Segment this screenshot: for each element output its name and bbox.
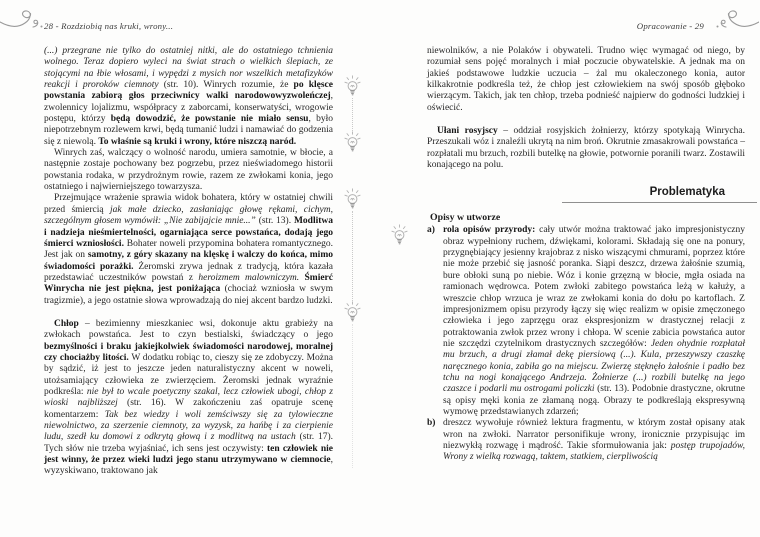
- text-run: ten człowiek nie jest winny, że przez wieki ludzi jego stanu utrzymywano w ciemnocie: [44, 443, 333, 466]
- dotted-connector: [352, 211, 353, 301]
- text-run: (str. 16). W zakończeniu zaś opatruje scenę komentarzem:: [44, 398, 333, 420]
- text-run: (str. 13). Podobnie drastyczne, okrutne są opisy męki konia ze złamaną nogą. Obrazy te podkreślają ekspresywną wymowę przedstawianych zdarzeń;: [443, 384, 745, 417]
- text-run: niewolników, a nie Polaków i obywateli. Trudno więc wymagać od niego, by rozumiał sens pojęć moralnych i miał poczucie obywatelskie. A jednak ma on jakieś podstawowe ludzkie uczucia – żal mu okaleczonego konia, autor kilkakrotnie podkreśla też, że chłop jest człowiekiem na swój sposób głęboko wierzącym. Takich, jak ten chłop, trzeba podnieść najpierw do godności ludzkiej i oświecić.: [427, 46, 745, 113]
- paragraph: [427, 126, 745, 171]
- text-run: postęp trupojadów, Wrony z wielką rozwagą, taktem, statkiem, cierpliwością: [443, 440, 745, 463]
- paragraph: [44, 148, 333, 193]
- text-run: Bohater noweli przypomina bohatera romantycznego. Jest jak on: [44, 238, 333, 261]
- text-run: jak małe dziecko, zasłaniając głowę rękami, cichym, szczególnym głosem wymówił: „Nie zabijajcie mnie...”: [44, 204, 334, 227]
- dotted-connector: [352, 324, 353, 468]
- list-item-text: [443, 225, 745, 418]
- text-run: Śmierć Winrycha nie jest piękna, jest poniżająca: [44, 272, 333, 295]
- lightbulb-icon: [391, 224, 408, 247]
- list-item-label: a): [427, 225, 435, 236]
- list-item: [427, 418, 745, 463]
- lightbulb-icon: [344, 131, 361, 154]
- paragraph: [44, 319, 333, 478]
- text-run: po klęsce powstania zabiorą głos przeciwnicy walki narodowowyzwoleńczej: [44, 80, 333, 102]
- text-run: To właśnie są kruki i wrony, które niszczą naród.: [98, 136, 297, 147]
- text-run: będą dowodzić, że powstanie nie miało sensu: [110, 114, 309, 125]
- text-run: (str. 10). Winrych rozumie, że: [163, 80, 294, 91]
- text-run: Winrych zaś, walczący o wolność narodu, umiera samotnie, w błocie, a następnie zostaje pochowany bez pogrzebu, przez nieświadomego historii powstania rodaka, w przydrożnym rowie, razem ze zwłokami konia, jego ostatniego i najwierniejszego towarzysza.: [44, 148, 333, 193]
- text-run: bezmyślności i braku jakiejkolwiek świadomości narodowej, moralnej czy chociażby litości.: [44, 341, 333, 363]
- section-heading-problematyka: Problematyka: [649, 186, 725, 199]
- text-run: Modlitwa i nadzieja nieśmiertelności, ogarniająca serce powstańca, dodają jego śmierci wzniosłości.: [44, 216, 333, 249]
- text-run: (...) przegrane nie tylko do ostatniej nitki, ale do ostatniego tchnienia wolnego. Teraz dopiero wyleci na świat strach o wielkich ślepiach, ze stojącymi na łbie włosami, i wypędzi z mysich nor wszelkich metafizyków reakcji i proroków ciemnoty: [44, 46, 333, 91]
- text-run: Chłop: [54, 318, 79, 329]
- left-page-text-block: [44, 46, 333, 478]
- text-run: Żeromski zrywa jednak z tradycją, która kazała przedstawiać uczestników powstań z: [44, 261, 333, 283]
- lightbulb-icon: [344, 301, 361, 324]
- text-run: Tak bez wiedzy i woli zemściwszy się za tylowieczne niewolnictwo, za szerzenie ciemnoty, za wyzysk, za hańbę i za cierpienie ludu, szedł ku domowi z odkrytą głową i z modlitwą na ustach: [44, 409, 334, 443]
- text-run: Ułani rosyjscy: [437, 126, 498, 137]
- text-run: cały utwór można traktować jako impresjonistyczny obraz wypełniony ruchem, dźwiękami, kolorami. Składają się one na ponury, przygnębiający jesienny krajobraz z nisko wiszącymi chmurami, poprzez które nie może przebić się jasność poranka. Siąpi deszcz, drzewa żałośnie szumią, bure obłoki suną po niebie. Wóz i konie grzęzną w błocie, mgła osiada na ramionach wędrowca. Potem zwłoki zabitego powstańca leżą w kałuży, a wreszcie chłop wrzuca je wraz ze zwłokami konia do dołu po kartoflach. Z impresjonizmem opisu przyrody łączy się więc realizm w opisie zmęczonego człowieka i jego zaprzęgu oraz ekspresjonizm w drastycznej relacji z potraktowania zwłok przez wrony i chłopa. W scenie zabicia powstańca autor nie szczędzi czytelnikom drastycznych szczegółów:: [443, 225, 745, 349]
- text-run: nie był to wcale poetyczny szakal, lecz człowiek ubogi, chłop z wioski najbliższej: [44, 386, 333, 409]
- lightbulb-icon: [344, 188, 361, 211]
- left-page-running-head: 28 - Rozdziobią nas kruki, wrony...: [44, 21, 174, 31]
- text-run: , wyzyskiwano, traktowano jak: [44, 455, 333, 477]
- text-run: – oddział rosyjskich żołnierzy, którzy spotykają Winrycha. Przeszukali wóz i znaleźli ukrytą na nim broń. Okrutnie zmasakrowali powstańca – rozpłatali mu brzuch, rozbili butelkę na głowie, potwornie poranili twarz. Zostawili konającego na polu.: [427, 126, 745, 171]
- lightbulb-icon: [344, 75, 361, 98]
- flourish-right-icon: [713, 9, 759, 35]
- right-page-paragraphs: [427, 46, 745, 171]
- section-heading-rule: [562, 202, 757, 203]
- subsection-heading: Opisy w utworze: [430, 212, 501, 224]
- text-run: W dodatku robiąc to, cieszy się ze zdobyczy. Można by sądzić, iż jest to jeszcze jeden naturalistyczny akcent w noweli, utożsamiający człowieka ze zwierzęciem. Żeromski jednak wyraźnie podkreśla:: [44, 352, 333, 397]
- text-run: samotny, z góry skazany na klęskę i walczy do końca, mimo świadomości porażki.: [44, 250, 333, 272]
- text-run: heroizmem malowniczym.: [198, 272, 300, 283]
- paragraph: [44, 193, 333, 306]
- text-run: , było niepotrzebnym rozlewem krwi, będą tumanić ludzi i namawiać do godzenia się z niewolą.: [44, 114, 333, 147]
- list-item: [427, 225, 745, 418]
- text-run: (str. 13).: [258, 216, 294, 227]
- flourish-left-icon: [0, 9, 46, 35]
- text-run: (chociaż wzniosła w swym tragizmie), a jego ostatnie słowa wprowadzają do niej akcent bardzo ludzki.: [44, 284, 333, 306]
- list-item-label: b): [427, 418, 436, 429]
- text-run: Jeden ohydnie rozpłatał mu brzuch, a drugi złamał dekę piersiową (...). Kula, przeszywszy czaszkę naręcznego konia, zabiła go na miejscu. Zwierzę stęknęło żałośnie i padło bez tchu na nogi konającego Andrzeja. Żołnierze (...) rozbili butelkę na jego czaszce i podarli mu ostrogami policzki: [443, 338, 745, 395]
- text-run: rola opisów przyrody:: [443, 225, 536, 236]
- text-run: (str. 17). Tych słów nie trzeba wyjaśniać, ich sens jest oczywisty:: [44, 432, 333, 454]
- paragraph: [427, 46, 745, 114]
- list-item-text: [443, 418, 745, 463]
- text-run: dreszcz wywołuje również lektura fragmentu, w którym został opisany atak wron na zwłoki. Narrator personifikuje wrony, ironicznie przypisując im niezwykłą rozwagę i mądrość. Takie sformułowania jak:: [443, 418, 745, 451]
- dotted-connector: [352, 98, 353, 131]
- text-run: – bezimienny mieszkaniec wsi, dokonuje aktu grabieży na zwłokach powstańca. Jest to czyn bestialski, świadczący o jego: [44, 318, 333, 341]
- paragraph: [44, 46, 333, 148]
- right-page-text-block: [427, 46, 745, 464]
- right-page-running-head: Opracowanie - 29: [636, 21, 704, 31]
- text-run: , zwolennicy lojalizmu, współpracy z zaborcami, konserwatyści, wrogowie postępu, którzy: [44, 91, 333, 125]
- text-run: Przejmujące wrażenie sprawia widok bohatera, który w ostatniej chwili przed śmiercią: [44, 193, 333, 215]
- description-list: [427, 225, 745, 463]
